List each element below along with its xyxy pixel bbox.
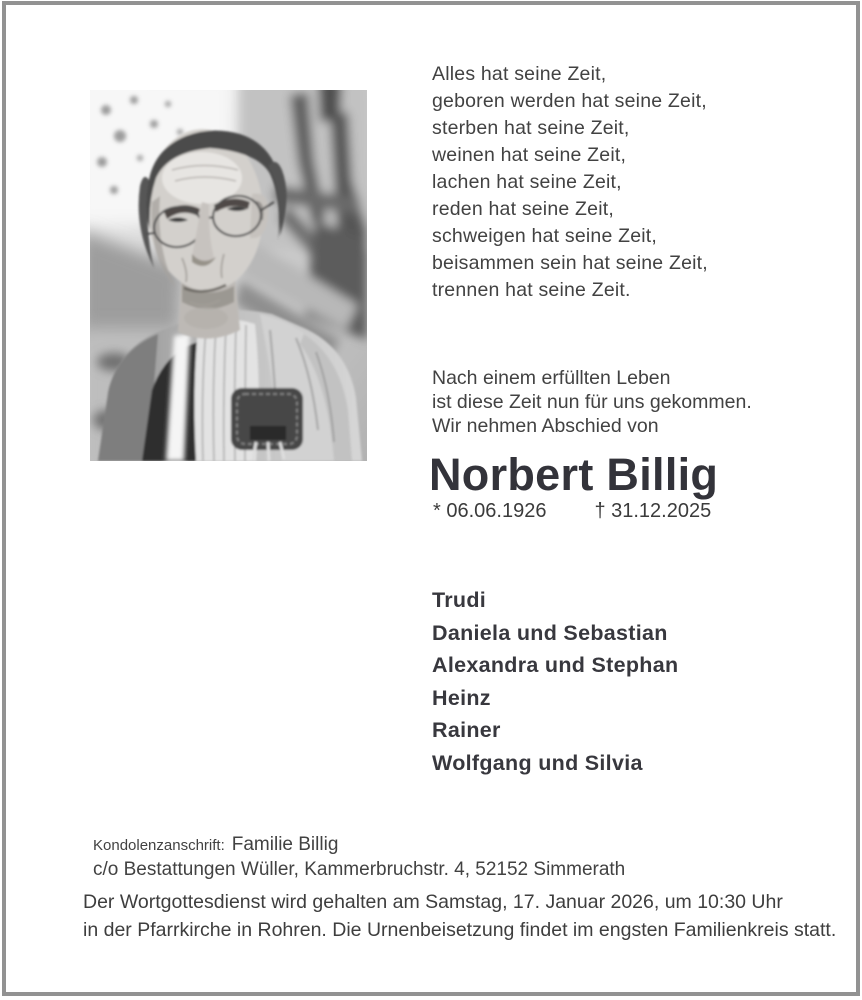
service-line: Der Wortgottesdienst wird gehalten am Samstag, 17. Januar 2026, um 10:30 Uhr xyxy=(83,891,783,913)
condolence-address xyxy=(93,833,625,882)
birth-date: * 06.06.1926 xyxy=(433,500,547,522)
life-dates xyxy=(433,500,711,523)
poem-line: lachen hat seine Zeit, xyxy=(432,171,622,193)
mourner: Daniela und Sebastian xyxy=(432,620,668,645)
portrait-photo xyxy=(90,90,367,461)
deceased-name: Norbert Billig xyxy=(429,449,719,500)
mourner: Wolfgang und Silvia xyxy=(432,750,643,775)
mourner: Heinz xyxy=(432,685,491,710)
poem-line: sterben hat seine Zeit, xyxy=(432,117,630,139)
service-line: in der Pfarrkirche in Rohren. Die Urnenbeisetzung findet im engsten Familienkreis statt. xyxy=(83,919,837,941)
mourners-list xyxy=(432,584,678,779)
mourner: Trudi xyxy=(432,588,487,612)
poem-line: weinen hat seine Zeit, xyxy=(432,144,627,166)
poem-line: schweigen hat seine Zeit, xyxy=(432,225,658,247)
farewell-line: Wir nehmen Abschied von xyxy=(432,415,659,437)
condolence-name: Familie Billig xyxy=(231,834,339,855)
poem-line: beisammen sein hat seine Zeit, xyxy=(432,252,708,274)
poem-line: Alles hat seine Zeit, xyxy=(432,63,607,85)
farewell-text xyxy=(432,366,752,438)
mourner: Alexandra und Stephan xyxy=(432,653,679,677)
mourner: Rainer xyxy=(432,718,501,742)
poem xyxy=(432,61,708,304)
condolence-address-line: c/o Bestattungen Wüller, Kammerbruchstr. 4, 52152 Simmerath xyxy=(93,859,626,880)
farewell-line: ist diese Zeit nun für uns gekommen. xyxy=(432,391,752,413)
condolence-label: Kondolenzanschrift: xyxy=(93,837,225,854)
death-date: † 31.12.2025 xyxy=(594,500,712,522)
poem-line: geboren werden hat seine Zeit, xyxy=(432,90,707,112)
farewell-line: Nach einem erfüllten Leben xyxy=(432,367,671,389)
service-info xyxy=(83,888,836,944)
poem-line: trennen hat seine Zeit. xyxy=(432,279,631,301)
poem-line: reden hat seine Zeit, xyxy=(432,198,614,220)
condolence-line xyxy=(93,833,625,858)
